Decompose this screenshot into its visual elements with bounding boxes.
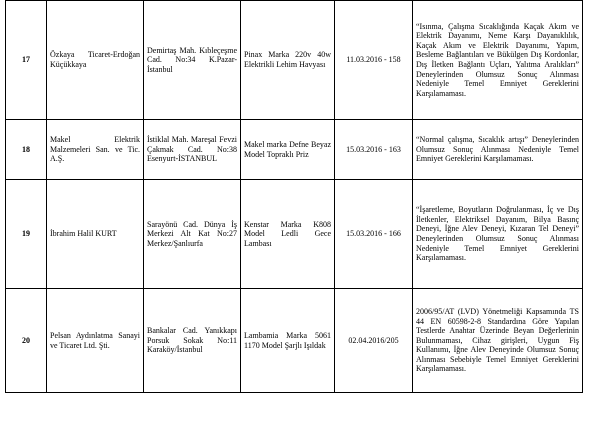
company-name: Makel Elektrik Malzemeleri San. ve Tic. A.Ş. (47, 120, 144, 180)
non-compliance-reason: “Isınma, Çalışma Sıcaklığında Kaçak Akım ve Elektrik Dayanımı, Neme Karşı Dayanıklılık, Kaçak Akım ve Elektrik Dayanımı, Yapım, Besleme Bağlantıları ve Bükülgen Dış Kordonlar, Dış İletken Bağlantı Uçları, Yalıtma Aralıkları” Deneylerinden Olumsuz Sonuç Alınması Nedeniyle Temel Emniyet Gereklerini Karşılamaması. (413, 1, 583, 120)
company-name: Özkaya Ticaret-Erdoğan Küçükkaya (47, 1, 144, 120)
date-reference: 15.03.2016 - 163 (335, 120, 413, 180)
product-name: Lambamia Marka 5061 1170 Model Şarjlı Işıldak (241, 289, 335, 393)
row-number: 20 (6, 289, 47, 393)
company-name: İbrahim Halil KURT (47, 180, 144, 289)
table-row (6, 1, 583, 120)
table-row (6, 289, 583, 393)
date-reference: 11.03.2016 - 158 (335, 1, 413, 120)
table-row (6, 180, 583, 289)
date-reference: 02.04.2016/205 (335, 289, 413, 393)
non-compliance-reason: “İşaretleme, Boyutların Doğrulanması, İç ve Dış İletkenler, Elektriksel Dayanım, Bilya Basınç Deneyi, İğne Alev Deneyi, Kızaran Tel Deneyi” Deneylerinden Olumsuz Sonuç Alınması Nedeniyle Temel Emniyet Gereklerini Karşılamaması. (413, 180, 583, 289)
product-name: Kenstar Marka K808 Model Ledli Gece Lambası (241, 180, 335, 289)
row-number: 18 (6, 120, 47, 180)
company-address: İstiklal Mah. Mareşal Fevzi Çakmak Cad. No:38 Esenyurt-İSTANBUL (144, 120, 241, 180)
product-name: Makel marka Defne Beyaz Model Topraklı Priz (241, 120, 335, 180)
company-address: Bankalar Cad. Yanıkkapı Porsuk Sokak No:11 Karaköy/İstanbul (144, 289, 241, 393)
row-number: 17 (6, 1, 47, 120)
table-row (6, 120, 583, 180)
company-name: Pelsan Aydınlatma Sanayi ve Ticaret Ltd. Şti. (47, 289, 144, 393)
non-compliance-table (5, 0, 583, 393)
company-address: Sarayönü Cad. Dünya İş Merkezi Alt Kat No:27 Merkez/Şanlıurfa (144, 180, 241, 289)
date-reference: 15.03.2016 - 166 (335, 180, 413, 289)
non-compliance-reason: “Normal çalışma, Sıcaklık artışı” Deneylerinden Olumsuz Sonuç Alınması Nedeniyle Temel Emniyet Gereklerini Karşılamaması. (413, 120, 583, 180)
row-number: 19 (6, 180, 47, 289)
company-address: Demirtaş Mah. Kıbleçeşme Cad. No:34 K.Pazar-İstanbul (144, 1, 241, 120)
product-name: Pinax Marka 220v 40w Elektrikli Lehim Havyası (241, 1, 335, 120)
non-compliance-reason: 2006/95/AT (LVD) Yönetmeliği Kapsamında TS 44 EN 60598-2-8 Standardına Göre Yapılan Testlerde Anahtar Üzerinde Beyan Değerlerinin Bulunmaması, Cihaz girişleri, Uygun Fiş Kullanımı, İğne Alev Deneyinde Olumsuz Sonuç Alınması Sebebiyle Temel Emniyet Gereklerini Karşılamaması. (413, 289, 583, 393)
